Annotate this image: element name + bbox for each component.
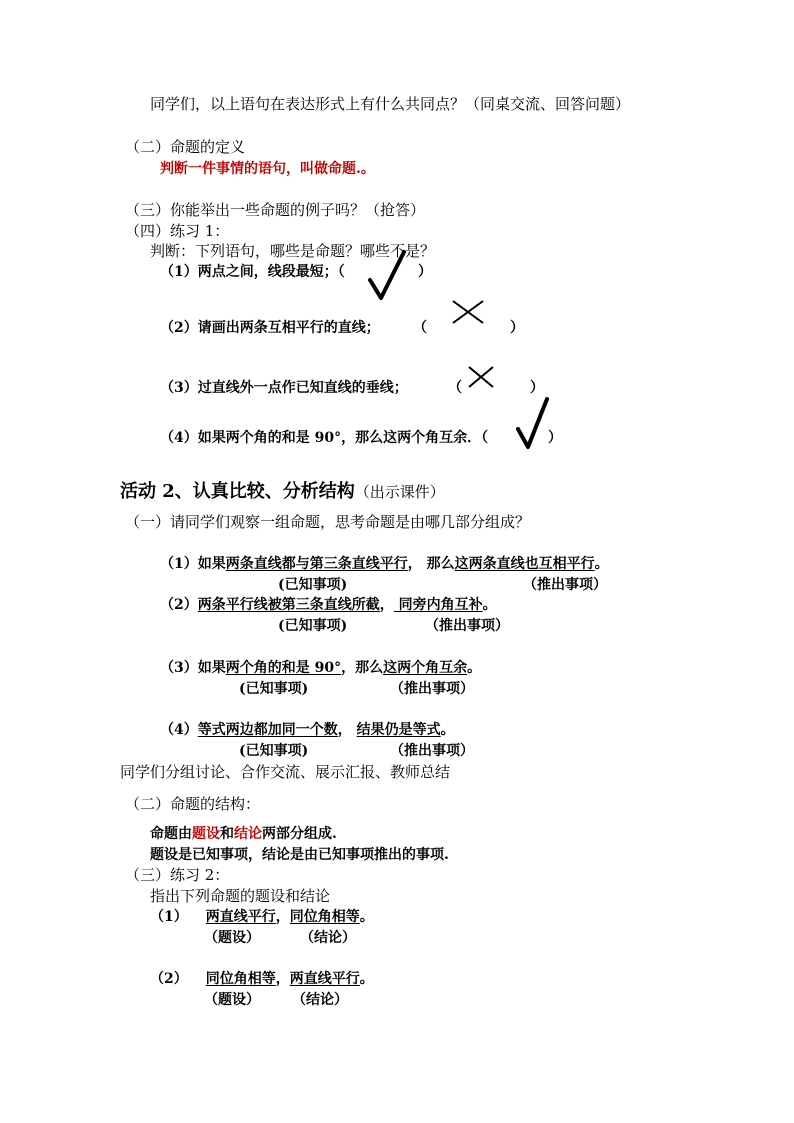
conclusion-text: 结果仍是等式: [356, 722, 441, 738]
hypothesis-label: （题设）: [204, 992, 260, 1008]
exercise2-instruction: 指出下列命题的题设和结论: [150, 887, 331, 905]
hypothesis-label: （题设）: [204, 930, 260, 946]
condition-text: 等式两边都加同一个数: [197, 722, 338, 738]
exercise1-item-4-close: ）: [548, 430, 562, 446]
definition-text: 判断一件事情的语句，叫做命题.。: [160, 161, 375, 177]
conclusion-label: （结论）: [300, 930, 356, 946]
exercise1-instruction: 判断：下列语句，哪些是命题？哪些不是？: [150, 242, 436, 260]
activity2-note: （出示课件）: [354, 483, 445, 501]
conclusion-label: （推出事项）: [523, 577, 607, 593]
definition-heading: （二）命题的定义: [125, 138, 246, 156]
examples-prompt: （三）你能举出一些命题的例子吗？（抢答）: [125, 201, 426, 219]
exercise1-heading: （四）练习 1：: [125, 222, 230, 240]
conclusion-label: （推出事项）: [390, 743, 474, 759]
exercise1-item-1-close: ）: [418, 264, 432, 280]
exercise1-item-1: （1）两点之间，线段最短；（: [160, 264, 345, 280]
check-mark-icon: [368, 250, 408, 302]
condition-text: 两个角的和是 90°: [225, 660, 342, 676]
proposition-2: （2）两条平行线被第三条直线所截， 同旁内角互补。: [160, 597, 497, 613]
intro-question: 同学们，以上语句在表达形式上有什么共同点？（同桌交流、回答问题）: [150, 95, 631, 113]
activity2-title: 活动 2、认真比较、分析结构: [120, 481, 355, 502]
proposition-4: （4）等式两边都加同一个数， 结果仍是等式。: [160, 722, 455, 738]
exercise1-item-2-open: （: [413, 320, 427, 336]
exercise2-item-1: （1） 两直线平行，同位角相等。: [150, 909, 374, 925]
conclusion-text: 这两条直线也互相平行: [454, 556, 595, 572]
hypothesis-text: 两直线平行: [205, 909, 276, 925]
conclusion-text: 同旁内角互补: [393, 597, 483, 613]
condition-label: (已知事项): [278, 577, 348, 593]
exercise1-item-2: （2）请画出两条互相平行的直线；: [160, 320, 380, 336]
exercise1-item-4: （4）如果两个角的和是 90°，那么这两个角互余．（: [160, 430, 489, 446]
cross-mark-icon: [468, 366, 494, 388]
exercise1-item-2-close: ）: [510, 320, 524, 336]
proposition-1: （1）如果两条直线都与第三条直线平行， 那么这两条直线也互相平行。: [160, 556, 609, 572]
proposition-3: （3）如果两个角的和是 90°，那么这两个角互余。: [160, 660, 482, 676]
conclusion-text: 两直线平行: [289, 971, 360, 987]
condition-text: 两条直线都与第三条直线平行: [225, 556, 408, 572]
hypothesis-term: 题设: [192, 826, 220, 842]
condition-label: (已知事项): [239, 743, 309, 759]
exercise2-heading: （三）练习 2：: [125, 866, 230, 884]
conclusion-text: 这两个角互余: [383, 660, 468, 676]
hypothesis-text: 同位角相等: [205, 971, 276, 987]
conclusion-label: （推出事项）: [425, 618, 509, 634]
activity2-title-line: [120, 483, 445, 501]
activity2-prompt: （一）请同学们观察一组命题，思考命题是由哪几部分组成？: [125, 513, 531, 531]
conclusion-label: （结论）: [292, 992, 348, 1008]
conclusion-term: 结论: [234, 826, 262, 842]
exercise1-item-3-open: （: [448, 380, 462, 396]
cross-mark-icon: [452, 300, 484, 324]
exercise2-item-2: （2） 同位角相等，两直线平行。: [150, 971, 374, 987]
condition-label: (已知事项): [239, 681, 309, 697]
structure-line-2: 题设是已知事项，结论是由已知事项推出的事项.: [150, 847, 449, 863]
check-mark-icon: [516, 397, 550, 451]
exercise1-item-3: （3）过直线外一点作已知直线的垂线；: [160, 380, 408, 396]
structure-heading: （二）命题的结构：: [125, 795, 261, 813]
conclusion-label: （推出事项）: [390, 681, 474, 697]
condition-text: 两条平行线被第三条直线所截: [197, 597, 380, 613]
activity2-summary: 同学们分组讨论、合作交流、展示汇报、教师总结: [120, 763, 451, 781]
structure-line-1: 命题由题设和结论两部分组成.: [150, 826, 337, 842]
exercise1-item-3-close: ）: [530, 380, 544, 396]
condition-label: (已知事项): [278, 618, 348, 634]
conclusion-text: 同位角相等: [289, 909, 360, 925]
